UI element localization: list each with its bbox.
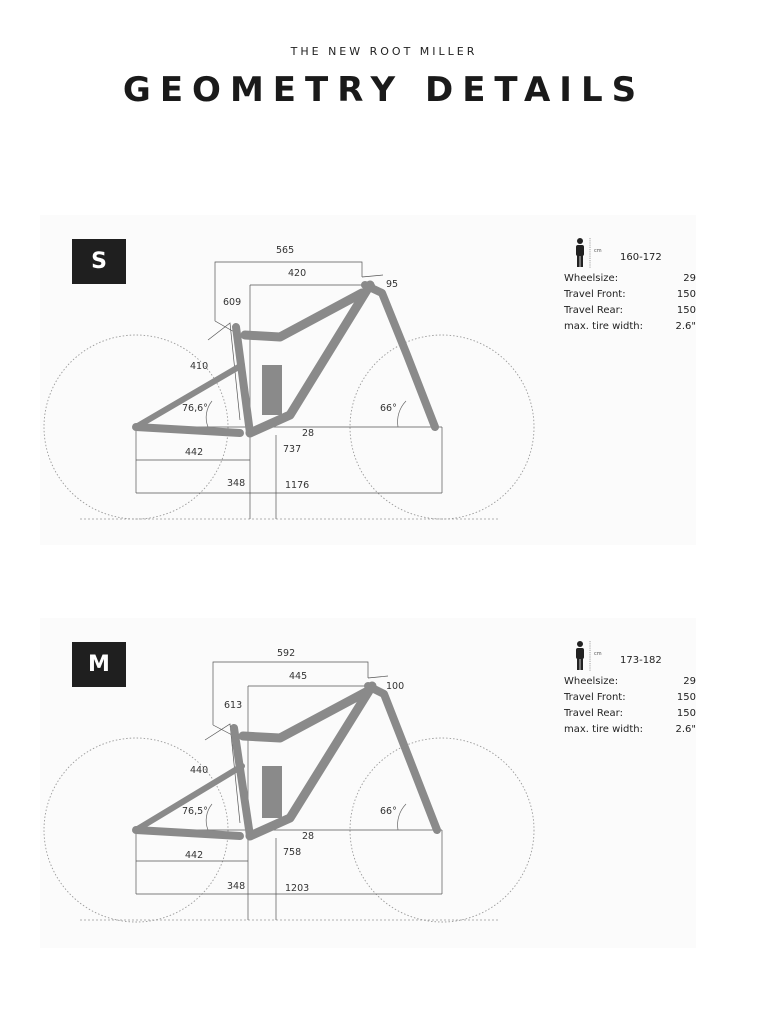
dim-wheelbase: 1203 [285,883,310,894]
dim-chainstay: 442 [185,850,204,861]
rider-height-range: 160-172 [620,252,662,263]
dim-bb-drop: 28 [302,428,315,439]
rider-height [564,235,696,271]
spec-row: max. tire width: 2.6" [564,724,696,735]
geometry-panel-s [40,215,696,545]
unit-label: cm [594,248,602,254]
rider-icon [572,640,602,674]
dimension-lines [136,662,442,920]
spec-row: Travel Front: 150 [564,289,696,300]
dim-seat-angle: 76,5° [182,806,208,817]
geometry-panel-m [40,618,696,948]
spec-row: Travel Front: 150 [564,692,696,703]
size-badge: M [72,642,126,687]
dim-reach: 420 [288,268,307,279]
unit-label: cm [594,651,602,657]
rider-height-range: 173-182 [620,655,662,666]
spec-row: Wheelsize: 29 [564,676,696,687]
dim-bb-height: 348 [227,478,246,489]
dim-reach: 445 [289,671,308,682]
dim-head-angle: 66° [380,806,397,817]
dim-head-tube: 100 [386,681,405,692]
dim-wheelbase: 1176 [285,480,310,491]
rider-height [564,638,696,674]
dim-seat-tube: 440 [190,765,209,776]
dim-bb-height: 348 [227,881,246,892]
dim-top-tube: 613 [224,700,243,711]
dim-seat-angle: 76,6° [182,403,208,414]
dim-wheelbase-top: 565 [276,245,295,256]
dim-seat-tube: 410 [190,361,209,372]
dim-chainstay: 442 [185,447,204,458]
spec-row: max. tire width: 2.6" [564,321,696,332]
rider-icon [572,237,602,271]
page-subtitle: THE NEW ROOT MILLER [290,45,478,58]
spec-row: Travel Rear: 150 [564,305,696,316]
spec-list [564,638,696,738]
spec-row: Travel Rear: 150 [564,708,696,719]
spec-row: Wheelsize: 29 [564,273,696,284]
size-badge: S [72,239,126,284]
dim-top-tube: 609 [223,297,242,308]
dim-stack: 737 [283,444,302,455]
dim-head-angle: 66° [380,403,397,414]
dim-bb-drop: 28 [302,831,315,842]
dim-head-tube: 95 [386,279,399,290]
page-title: GEOMETRY DETAILS [122,70,646,110]
dim-wheelbase-top: 592 [277,648,296,659]
dim-stack: 758 [283,847,302,858]
spec-list [564,235,696,335]
